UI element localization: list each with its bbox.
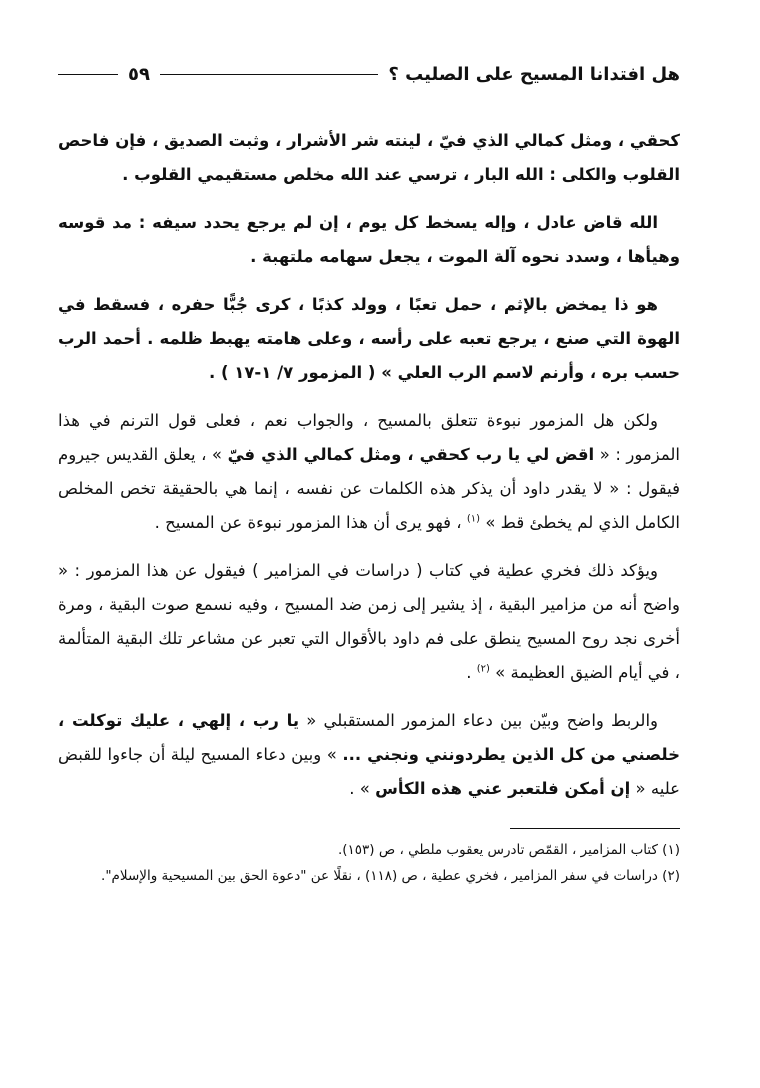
footnote-ref-1: (١) [466, 513, 481, 525]
paragraph-5 [58, 554, 680, 690]
paragraph-6-intro: والربط واضح وبيّن بين دعاء المزمور المستقبلي « [299, 711, 658, 730]
paragraph-6-mid: » وبين دعاء المسيح ليلة أن جاءوا للقبض عليه « [58, 745, 680, 798]
page [58, 58, 680, 889]
paragraph-3: هو ذا يمخض بالإثم ، حمل تعبًا ، وولد كذبًا ، كرى جُبًّا حفره ، فسقط في الهوة التي صنع ، يرجع تعبه على رأسه ، وعلى هامته يهبط ظلمه . أحمد الرب حسب بره ، وأرنم لاسم الرب العلي » ( المزمور ٧/ ١-١٧ ) . [58, 295, 680, 382]
running-title: هل افتدانا المسيح على الصليب ؟ [388, 63, 680, 85]
running-header [58, 58, 680, 90]
paragraph-5-end: . [466, 663, 477, 682]
footnote-1: (١) كتاب المزامير ، القمّص تادرس يعقوب ملطي ، ص (١٥٣). [337, 842, 680, 858]
page-number: ٥٩ [128, 63, 150, 85]
paragraph-6 [58, 704, 680, 806]
paragraph-4-end: ، فهو يرى أن هذا المزمور نبوءة عن المسيح . [154, 513, 467, 532]
paragraph-1: كحقي ، ومثل كمالي الذي فيّ ، لينته شر الأشرار ، وثبت الصديق ، فإن فاحص القلوب والكلى : الله البار ، ترسي عند الله مخلص مستقيمي القلوب . [58, 131, 680, 184]
header-rule-short [58, 74, 118, 75]
paragraph-4-intro: ولكن هل المزمور نبوءة تتعلق بالمسيح ، والجواب نعم ، فعلى قول الترنم في هذا المزمور : « [58, 411, 680, 464]
paragraph-4-jerome: » ، يعلق القديس جيروم فيقول : « لا يقدر داود أن يذكر هذه الكلمات عن نفسه ، إنما هي بالحقيقة تخص المخلص الكامل الذي لم يخطئ قط » [58, 445, 680, 532]
footnote-2: (٢) دراسات في سفر المزامير ، فخري عطية ، ص (١١٨) ، نقلًا عن "دعوة الحق بين المسيحية والإسلام". [101, 868, 680, 884]
paragraph-2: الله قاض عادل ، وإله يسخط كل يوم ، إن لم يرجع يحدد سيفه : مد قوسه وهيأها ، وسدد نحوه آلة الموت ، يجعل سهامه ملتهبة . [58, 213, 680, 266]
paragraph-5-text: ويؤكد ذلك فخري عطية في كتاب ( دراسات في المزامير ) فيقول عن هذا المزمور : « واضح أنه من مزامير البقية ، إذ يشير إلى زمن ضد المسيح ، وفيه نسمع صوت البقية ، ومرة أخرى نجد روح المسيح ينطق على فم داود بالأقوال التي تعبر عن مشاعر تلك البقية المتألمة ، في أيام الضيق العظيمة » [58, 561, 680, 682]
psalm-prayer: يا رب ، إلهي ، عليك توكلت ، خلصني من كل الذين يطردونني ونجني ... [58, 711, 680, 764]
body-text [58, 124, 680, 806]
footnote-ref-2: (٢) [476, 663, 490, 675]
footnote-divider [510, 828, 680, 829]
quoted-verse: اقض لي يا رب كحقي ، ومثل كمالي الذي فيّ [227, 445, 595, 464]
paragraph-4 [58, 404, 680, 540]
header-rule [160, 74, 378, 75]
christ-prayer: إن أمكن فلتعبر عني هذه الكأس [375, 779, 631, 798]
paragraph-6-end: » . [349, 779, 376, 798]
